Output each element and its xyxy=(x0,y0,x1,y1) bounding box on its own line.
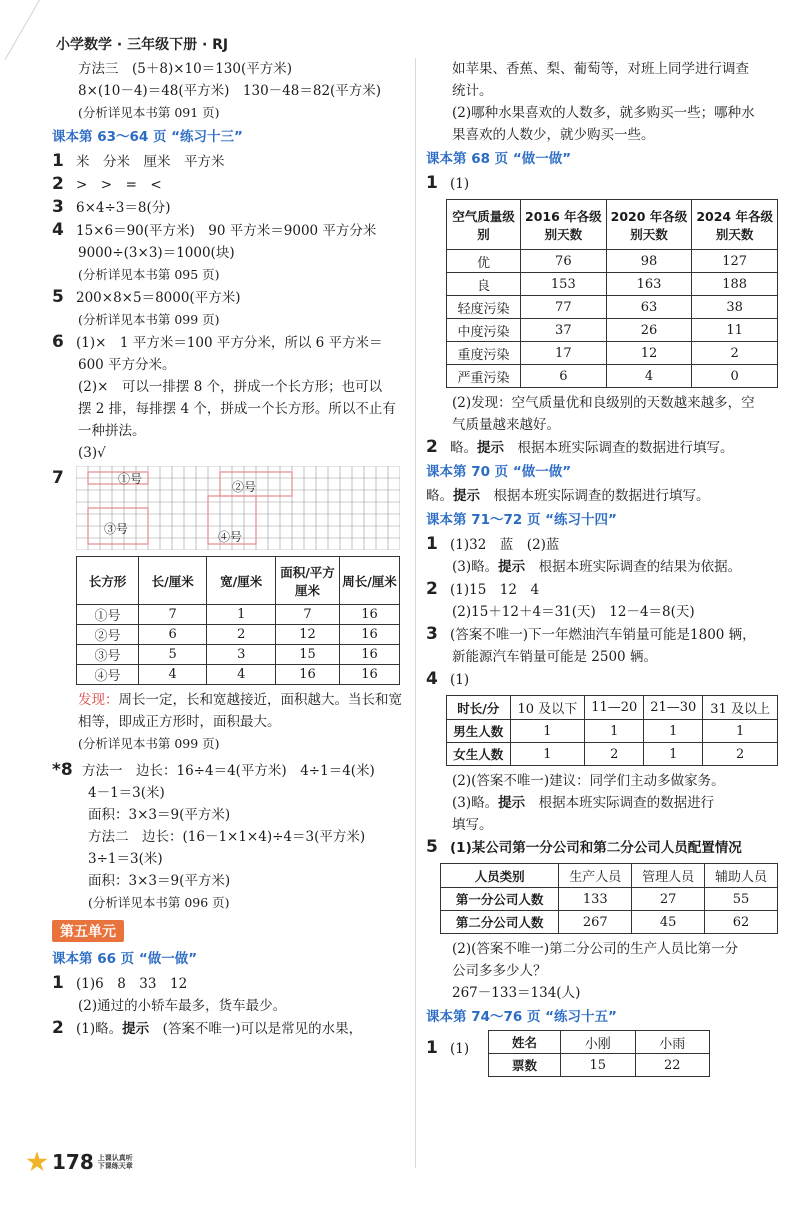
answer-6-b: 600 平方分米。 xyxy=(78,357,176,373)
table-row: ③号 5 3 15 16 xyxy=(77,645,400,665)
unit5-answer-1: 1 (1)6 8 33 12 xyxy=(52,973,188,993)
answer-6-c: (2)× 可以一排摆 8 个，拼成一个长方形；也可以 xyxy=(78,379,383,395)
answer-8-b: 4－1＝3(米) xyxy=(88,785,165,801)
finding-b: 相等，即成正方形时，面积最大。 xyxy=(78,714,281,730)
answer-4-note: (分析详见本书第 095 页) xyxy=(78,267,220,282)
table-row: 重度污染 17 12 2 xyxy=(447,342,778,365)
vote-table xyxy=(488,1030,710,1077)
table-row: ④号 4 4 16 16 xyxy=(77,665,400,685)
ex14-answer-4-b: (2)(答案不唯一)建议：同学们主动多做家务。 xyxy=(452,773,725,789)
ex14-answer-4-d: 填写。 xyxy=(452,817,493,833)
answer-6: 6 (1)× 1 平方米＝100 平方分米，所以 6 平方米＝ xyxy=(52,332,383,352)
unit5-answer-2: 2 (1)略。提示 (答案不唯一)可以是常见的水果， xyxy=(52,1018,363,1038)
answer-6-e: 一种拼法。 xyxy=(78,423,146,439)
air-answer-3: 2 略。提示 根据本班实际调查的数据进行填写。 xyxy=(426,437,734,457)
ex14-answer-1-b: (3)略。提示 根据本班实际调查的结果为依据。 xyxy=(452,559,742,575)
ex14-answer-4-c: (3)略。提示 根据本班实际调查的数据进行 xyxy=(452,795,715,811)
air-answer-2-b: 气质量越来越好。 xyxy=(452,417,560,433)
table-row: 女生人数 1 2 1 2 xyxy=(447,743,778,766)
table-row: 良 153 163 188 xyxy=(447,273,778,296)
ex14-answer-1: 1 (1)32 蓝 (2)蓝 xyxy=(426,534,560,554)
ex14-answer-3-b: 新能源汽车销量可能是 2500 辆。 xyxy=(452,649,657,665)
grid-label-4: ④号 xyxy=(218,530,243,544)
answer-6-f: (3)√ xyxy=(78,445,106,461)
table-header-row: 空气质量级别 2016 年各级别天数 2020 年各级别天数 2024 年各级别天数 xyxy=(447,200,778,250)
ex14-answer-5-c: 公司多多少人？ xyxy=(452,963,547,979)
ex14-answer-2-b: (2)15＋12＋4＝31(天) 12－4＝8(天) xyxy=(452,604,695,620)
answer-8: *8 方法一 边长：16÷4＝4(平方米) 4÷1＝4(米) xyxy=(52,760,375,780)
answer-6-d: 摆 2 排，每排摆 4 个，拼成一个长方形。所以不止有 xyxy=(78,401,396,417)
rectangle-table xyxy=(76,556,400,685)
section-title: 课本第 71～72 页 “练习十四” xyxy=(426,512,617,528)
table-row: ②号 6 2 12 16 xyxy=(77,625,400,645)
answer-1: 1 米 分米 厘米 平方米 xyxy=(52,151,225,171)
answer-5: 5 200×8×5＝8000(平方米) xyxy=(52,287,241,307)
grid-label-1: ①号 xyxy=(118,472,143,486)
ex14-answer-3: 3 (答案不唯一)下一年燃油汽车销量可能是1800 辆， xyxy=(426,624,756,644)
answer-5-note: (分析详见本书第 099 页) xyxy=(78,312,220,327)
table-row: 第二分公司人数 267 45 62 xyxy=(441,911,778,934)
footer-motto: 上课认真听 下课练天章 xyxy=(97,1154,133,1170)
unit5-answer-1-b: (2)通过的小轿车最多，货车最少。 xyxy=(78,998,287,1014)
air-quality-table xyxy=(446,199,778,388)
finding: 发现：周长一定，长和宽越接近，面积越大。当长和宽 xyxy=(78,692,402,708)
air-answer-1: 1 (1) xyxy=(426,173,470,193)
ex14-answer-5-d: 267－133＝134(人) xyxy=(452,985,581,1001)
ex14-answer-2: 2 (1)15 12 4 xyxy=(426,579,540,599)
section-title: 课本第 63～64 页 “练习十三” xyxy=(52,129,243,145)
staff-table xyxy=(440,863,778,934)
fruit-continued-b: 统计。 xyxy=(452,83,493,99)
table-row: 票数 15 22 xyxy=(489,1054,710,1077)
table-row: 中度污染 37 26 11 xyxy=(447,319,778,342)
fruit-continued: 如苹果、香蕉、梨、葡萄等，对班上同学进行调查 xyxy=(452,61,749,77)
left-column xyxy=(52,58,404,1040)
column-divider xyxy=(415,58,416,1168)
answer-2: 2 > > = < xyxy=(52,174,162,194)
table-row: 第一分公司人数 133 27 55 xyxy=(441,888,778,911)
answer-7: 7 xyxy=(52,468,64,488)
answer-4-b: 9000÷(3×3)＝1000(块) xyxy=(78,245,235,261)
section-title: 课本第 70 页 “做一做” xyxy=(426,464,572,480)
air-answer-2: (2)发现：空气质量优和良级别的天数越来越多，空 xyxy=(452,395,755,411)
table-header-row: 长方形 长/厘米 宽/厘米 面积/平方厘米 周长/厘米 xyxy=(77,557,400,605)
section-title: 课本第 66 页 “做一做” xyxy=(52,951,198,967)
answer-8-e: 3÷1＝3(米) xyxy=(88,851,163,867)
analysis-note: (分析详见本书第 091 页) xyxy=(78,105,220,120)
table-row: 优 76 98 127 xyxy=(447,250,778,273)
chore-time-table xyxy=(446,695,778,766)
ex14-answer-5-b: (2)(答案不唯一)第二分公司的生产人员比第一分 xyxy=(452,941,739,957)
section-title: 课本第 68 页 “做一做” xyxy=(426,151,572,167)
page-footer xyxy=(26,1150,133,1174)
ex14-answer-4: 4 (1) xyxy=(426,669,470,689)
rectangle-grid-figure xyxy=(76,466,400,550)
fruit-answer-2-b: 果喜欢的人数少，就少购买一些。 xyxy=(452,127,655,143)
table-header-row: 姓名 小刚 小雨 xyxy=(489,1031,710,1054)
ex15-answer-1: 1 (1) 姓名 小刚 小雨 票数 15 22 xyxy=(426,1030,778,1077)
table-header-row: 人员类别 生产人员 管理人员 辅助人员 xyxy=(441,864,778,888)
star-mascot-icon xyxy=(26,1151,48,1173)
grid-label-3: ③号 xyxy=(104,522,129,536)
method-three: 方法三 (5＋8)×10＝130(平方米) xyxy=(78,61,293,77)
finding-note: (分析详见本书第 099 页) xyxy=(78,736,220,751)
table-row: 男生人数 1 1 1 1 xyxy=(447,720,778,743)
page-number: 178 xyxy=(52,1150,94,1174)
p70-answer: 略。提示 根据本班实际调查的数据进行填写。 xyxy=(426,488,710,504)
method-three-b: 8×(10－4)＝48(平方米) 130－48＝82(平方米) xyxy=(78,83,382,99)
fruit-answer-2: (2)哪种水果喜欢的人数多，就多购买一些；哪种水 xyxy=(452,105,755,121)
page-header: 小学数学 · 三年级下册 · RJ xyxy=(56,37,229,53)
right-column xyxy=(426,58,778,1077)
answer-8-c: 面积：3×3＝9(平方米) xyxy=(88,807,231,823)
table-row: ①号 7 1 7 16 xyxy=(77,605,400,625)
answer-8-note: (分析详见本书第 096 页) xyxy=(88,895,230,910)
answer-8-f: 面积：3×3＝9(平方米) xyxy=(88,873,231,889)
answer-8-d: 方法二 边长：(16－1×1×4)÷4＝3(平方米) xyxy=(88,829,366,845)
page-corner-decoration xyxy=(0,0,40,60)
table-header-row: 时长/分 10 及以下 11—20 21—30 31 及以上 xyxy=(447,696,778,720)
answer-4: 4 15×6＝90(平方米) 90 平方米＝9000 平方分米 xyxy=(52,220,377,240)
table-row: 严重污染 6 4 0 xyxy=(447,365,778,388)
answer-3: 3 6×4÷3＝8(分) xyxy=(52,197,171,217)
section-title: 课本第 74～76 页 “练习十五” xyxy=(426,1009,617,1025)
table-row: 轻度污染 77 63 38 xyxy=(447,296,778,319)
ex14-answer-5: 5 (1)某公司第一分公司和第二分公司人员配置情况 xyxy=(426,837,742,857)
grid-label-2: ②号 xyxy=(232,480,257,494)
unit-five-banner: 第五单元 xyxy=(52,920,124,942)
